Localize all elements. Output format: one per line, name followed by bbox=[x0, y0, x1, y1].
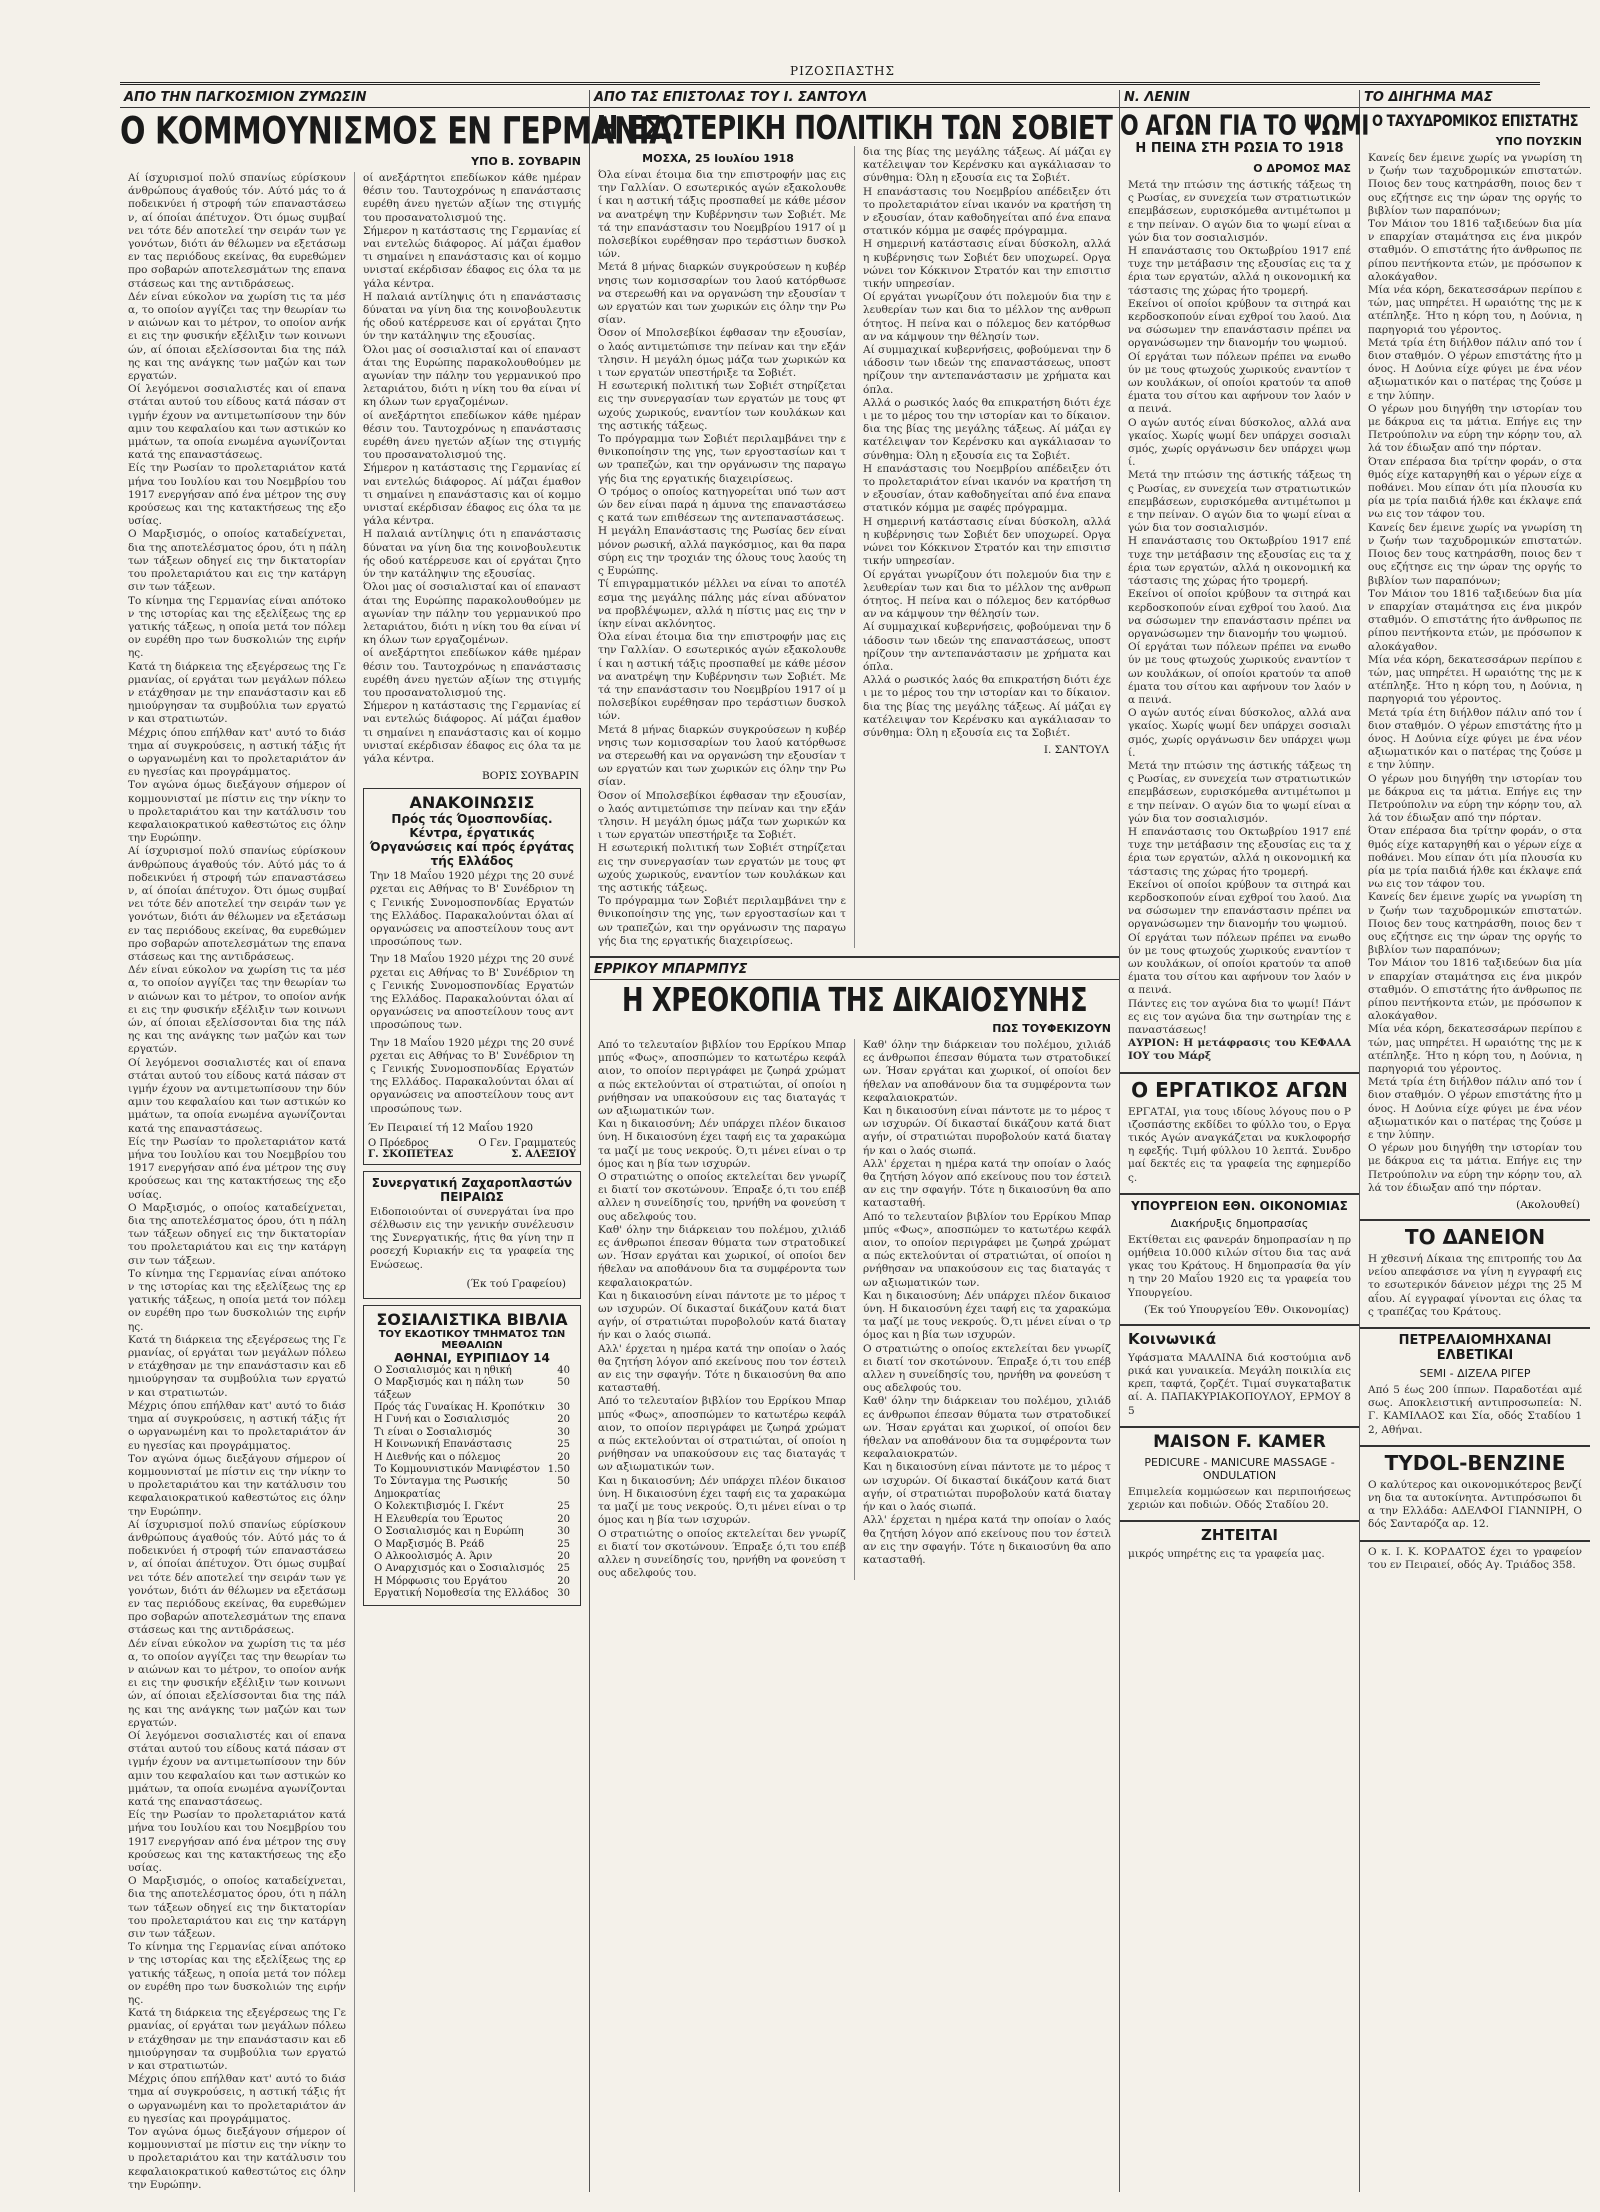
paragraph: Όλοι μας οί σοσιαλισταί και οί επαναστάται της Ευρώπης παρακολουθούμεν με αγωνίαν την πάλην του γερμανικού προλεταριάτου, διότι η νίκη του θα είναι νίκη όλων των εργαζομένων. bbox=[363, 343, 581, 409]
book-title: Ο Σοσιαλισμός και η ηθική bbox=[374, 1364, 512, 1376]
section-divider bbox=[1360, 1445, 1590, 1447]
paragraph: Σήμερον η κατάστασις της Γερμανίας είναι εντελώς διάφορος. Αί μάζαι έμαθον τι σημαίνει η επανάστασις και οί κομμουνισταί εκέρδισαν έδαφος εις όλα τα μεγάλα κέντρα. bbox=[363, 700, 581, 765]
paragraph: Κατά τη διάρκεια της εξεγέρσεως της Γερμανίας, οί εργάται των μεγάλων πόλεων ετάχθησαν με την επανάστασιν και εδημιούργησαν τα συμβούλια των εργατών και στρατιωτών. bbox=[128, 660, 346, 726]
article-left bbox=[590, 146, 855, 948]
coop-title: Συνεργατική Ζαχαροπλαστών ΠΕΙΡΑΙΩΣ bbox=[371, 1175, 573, 1204]
paragraph: Η παλαιά αντίληψις ότι η επανάστασις δύναται να γίνη δια της κοινοβουλευτικής οδού κατέρρευσε και οί εργάται ζητούν την κατάληψιν της εξουσίας. bbox=[363, 528, 581, 581]
social-title: Κοινωνικά bbox=[1128, 1329, 1217, 1348]
paragraph: Όλοι μας οί σοσιαλισταί και οί επαναστάται της Ευρώπης παρακολουθούμεν με αγωνίαν την πάλην του γερμανικού προλεταριάτου, διότι η νίκη του θα είναι νίκη όλων των εργαζομένων. bbox=[363, 581, 581, 647]
section-divider bbox=[1360, 1327, 1590, 1329]
book-price: 20 bbox=[557, 1414, 570, 1426]
paragraph: Είς την Ρωσίαν το προλεταριάτον κατά μήνα του Ιουλίου και του Νοεμβρίου του 1917 ενεργήσαν από ένα μέτρον της συγκρούσεως και της κατακτήσεως της εξουσίας. bbox=[128, 462, 346, 528]
paragraph: Η εσωτερική πολιτική των Σοβιέτ στηρίζεται εις την συνεργασίαν των εργατών με τους φτωχούς χωρικούς, εναντίον των κουλάκων και της αστικής τάξεως. bbox=[598, 380, 846, 432]
book-price: 1.50 bbox=[547, 1464, 570, 1476]
paragraph: Τον αγώνα όμως διεξάγουν σήμερον οί κομμουνισταί με πίστιν εις την νίκην του προλεταριάτου και την κατάλυσιν του κεφαλαιοκρατικού καθεστώτος εις όλην την Ευρώπην. bbox=[128, 1452, 346, 1518]
paragraph: Από το τελευταίον βιβλίον του Ερρίκου Μπαρμπύς «Φως», αποσπώμεν το κατωτέρω κεφάλαιον, το οποίον περιγράφει με ζωηρά χρώματα πώς εκτελούνται οί στρατιώται, οί οποίοι ηρνήθησαν να υπακούσουν εις τας διαταγάς των αξιωματικών των. bbox=[598, 1038, 846, 1117]
book-title: Το Σύνταγμα της Ρωσικής Δημοκρατίας bbox=[374, 1476, 508, 1500]
book-title: Ο Μαρξισμός και η πάλη των τάξεων bbox=[374, 1377, 524, 1401]
article-left bbox=[590, 1039, 855, 1580]
paragraph: Μετά την πτώσιν της άστικής τάξεως της Ρωσίας, εν συνεχεία των στρατιωτικών επεμβάσεων, ευρισκόμεθα αντιμέτωποι με την πείναν. Ο αγών δια το ψωμί είναι αγών δια τον σοσιαλισμόν. bbox=[1128, 759, 1351, 825]
announcement-name1: Γ. ΣΚΟΠΕΤΕΑΣ bbox=[368, 1148, 454, 1160]
kicker: ΕΡΡΙΚΟΥ ΜΠΑΡΜΠΥΣ bbox=[590, 962, 1119, 980]
paragraph: Μέχρις όπου επήλθαν κατ' αυτό το διάστημα αί συγκρούσεις, η αστική τάξις ήτο ωργανωμένη και το προλεταριάτον άνευ ηγεσίας και προγράμματος. bbox=[128, 726, 346, 779]
paragraph: Είς την Ρωσίαν το προλεταριάτον κατά μήνα του Ιουλίου και του Νοεμβρίου του 1917 ενεργήσαν από ένα μέτρον της συγκρούσεως και της κατακτήσεως της εξουσίας. bbox=[128, 1135, 346, 1201]
paragraph: οί ανεξάρτητοι επεδίωκον κάθε ημέραν θέσιν του. Ταυτοχρόνως η επανάστασις ευρέθη άνευ ηγετών αξίων της στιγμής του προσανατολισμού της. bbox=[363, 647, 581, 699]
book-price: 30 bbox=[557, 1588, 570, 1600]
paragraph: Και η δικαιοσύνη; Δέν υπάρχει πλέον δικαιοσύνη. Η δικαιοσύνη έχει ταφή εις τα χαρακώματα μαζί με τους νεκρούς. Ό,τι μένει είναι ο τρόμος και η βία των ισχυρών. bbox=[598, 1474, 846, 1527]
paragraph: Αλλ' έρχεται η ημέρα κατά την οποίαν ο λαός θα ζητήση λόγον από εκείνους που τον έστειλαν εις την σφαγήν. Τότε η δικαιοσύνη θα αποκατασταθή. bbox=[598, 1342, 846, 1395]
maison-title: MAISON F. KAMER bbox=[1153, 1431, 1326, 1452]
section-divider bbox=[1120, 1324, 1359, 1326]
paragraph: Μετά 8 μήνας διαρκών συγκρούσεων η κυβέρνησις των κομισσαρίων του λαού κατόρθωσε να στερεωθή και να οργανώση την εξουσίαν των εργατών και των χωρικών εις όλην την Ρωσίαν. bbox=[598, 261, 846, 327]
paragraph: Η επανάστασις του Νοεμβρίου απέδειξεν ότι το προλεταριάτον είναι ικανόν να κρατήση την εξουσίαν, όταν καθοδηγείται από ένα επαναστατικόν κόμμα με σαφές πρόγραμμα. bbox=[863, 185, 1111, 238]
books-title: ΣΟΣΙΑΛΙΣΤΙΚΑ ΒΙΒΛΙΑ bbox=[376, 1309, 568, 1329]
paragraph: Καθ' όλην την διάρκειαν του πολέμου, χιλιάδες άνθρωποι έπεσαν θύματα των στρατοδικείων. Ήσαν εργάται και χωρικοί, οί οποίοι δεν ήθελαν να αποθάνουν δια τα συμφέροντα των κεφαλαιοκρατών. bbox=[863, 1395, 1111, 1461]
book-title: Η Ελευθερία του Έρωτος bbox=[374, 1513, 503, 1525]
maison-body: Επιμελεία κομμώσεων και περιποιήσεως χεριών και ποδιών. Οδός Σταδίου 20. bbox=[1128, 1485, 1351, 1512]
paragraph: Η σημερινή κατάστασις είναι δύσκολη, αλλά η κυβέρνησις των Σοβιέτ δεν υποχωρεί. Οργανώνει τον Κόκκινον Στρατόν και την επισιτιστικήν υπηρεσίαν. bbox=[863, 238, 1111, 291]
paragraph: Μέχρις όπου επήλθαν κατ' αυτό το διάστημα αί συγκρούσεις, η αστική τάξις ήτο ωργανωμένη και το προλεταριάτον άνευ ηγεσίας και προγράμματος. bbox=[128, 2073, 346, 2125]
paragraph: Αλλ' έρχεται η ημέρα κατά την οποίαν ο λαός θα ζητήση λόγον από εκείνους που τον έστειλαν εις την σφαγήν. Τότε η δικαιοσύνη θα αποκατασταθή. bbox=[863, 1514, 1111, 1566]
paragraph: Μετά την πτώσιν της άστικής τάξεως της Ρωσίας, εν συνεχεία των στρατιωτικών επεμβάσεων, ευρισκόμεθα αντιμέτωποι με την πείναν. Ο αγών δια το ψωμί είναι αγών δια τον σοσιαλισμόν. bbox=[1128, 469, 1351, 535]
petrol-body: Από 5 έως 200 ίππων. Παραδοτέαι αμέσως. Αποκλειστική αντιπροσωπεία: Ν. Γ. ΚΑΜΙΛΑΟΣ και Σία, οδός Σταδίου 12, Αθήναι. bbox=[1368, 1384, 1582, 1436]
paragraph: οί ανεξάρτητοι επεδίωκον κάθε ημέραν θέσιν του. Ταυτοχρόνως η επανάστασις ευρέθη άνευ ηγετών αξίων της στιγμής του προσανατολισμού της. bbox=[363, 409, 581, 462]
paragraph: Αί συμμαχικαί κυβερνήσεις, φοβούμεναι την διάδοσιν των ιδεών της επαναστάσεως, υποστηρίζουν την αντεπανάστασιν με χρήματα και όπλα. bbox=[863, 344, 1111, 396]
paragraph: Όσον οί Μπολσεβίκοι έφθασαν την εξουσίαν, ο λαός αντιμετώπισε την πείναν και την εξάντλησιν. Η μεγάλη όμως μάζα των χωρικών και των εργατών υπεστήριξε τα Σοβιέτ. bbox=[598, 327, 846, 380]
paragraph: Κατά τη διάρκεια της εξεγέρσεως της Γερμανίας, οί εργάται των μεγάλων πόλεων ετάχθησαν με την επανάστασιν και εδημιούργησαν τα συμβούλια των εργατών και στρατιωτών. bbox=[128, 2007, 346, 2073]
book-price: 20 bbox=[557, 1575, 570, 1587]
paragraph: Οί εργάται των πόλεων πρέπει να ενωθούν με τους φτωχούς χωρικούς εναντίον των κουλάκων, οί οποίοι κρατούν τα αποθέματα του σίτου και αφήνουν τον λαόν να πεινά. bbox=[1128, 350, 1351, 416]
paragraph: Ο στρατιώτης ο οποίος εκτελείται δεν γνωρίζει διατί τον σκοτώνουν. Έπραξε ό,τι του επέβαλλεν η συνείδησίς του, ηρνήθη να φονεύση τους αδελφούς του. bbox=[598, 1171, 846, 1223]
kicker: ΑΠΟ ΤΗΝ ΠΑΓΚΟΣΜΙΟΝ ΖΥΜΩΣΙΝ bbox=[120, 90, 589, 108]
paragraph: Το κίνημα της Γερμανίας είναι απότοκον της ιστορίας και της εξελίξεως της εργατικής τάξεως, η οποία μετά τον πόλεμον ευρέθη προ των δυσκολιών της ειρήνης. bbox=[128, 1941, 346, 2007]
wanted-title: ΖΗΤΕΙΤΑΙ bbox=[1201, 1526, 1278, 1545]
paragraph: Και η δικαιοσύνη; Δέν υπάρχει πλέον δικαιοσύνη. Η δικαιοσύνη έχει ταφή εις τα χαρακώματα μαζί με τους νεκρούς. Ό,τι μένει είναι ο τρόμος και η βία των ισχυρών. bbox=[598, 1118, 846, 1170]
ministry-title: ΥΠΟΥΡΓΕΙΟΝ ΕΘΝ. ΟΙΚΟΝΟΜΙΑΣ bbox=[1131, 1198, 1348, 1213]
book-item bbox=[368, 1377, 576, 1402]
books-box bbox=[363, 1305, 581, 1606]
paragraph: Σήμερον η κατάστασις της Γερμανίας είναι εντελώς διάφορος. Αί μάζαι έμαθον τι σημαίνει η επανάστασις και οί κομμουνισταί εκέρδισαν έδαφος εις όλα τα μεγάλα κέντρα. bbox=[363, 462, 581, 528]
book-price: 25 bbox=[557, 1501, 570, 1513]
book-price: 30 bbox=[557, 1526, 570, 1538]
announcement-sig2: Ο Γεν. Γραμματεύς bbox=[478, 1137, 576, 1149]
paragraph: Και η δικαιοσύνη είναι πάντοτε με το μέρος των ισχυρών. Οί δικασταί δικάζουν κατά διαταγήν, οί στρατιώται πυροβολούν κατά διαταγήν και ο λαός σιωπά. bbox=[863, 1461, 1111, 1514]
paragraph: Μία νέα κόρη, δεκατεσσάρων περίπου ετών, μας υπηρέτει. Η ωραιότης της με κατέπληξε. Ήτο η κόρη του, η Δούνια, η παρηγοριά του γέροντος. bbox=[1368, 653, 1582, 706]
paragraph: Οί εργάται των πόλεων πρέπει να ενωθούν με τους φτωχούς χωρικούς εναντίον των κουλάκων, οί οποίοι κρατούν τα αποθέματα του σίτου και αφήνουν τον λαόν να πεινά. bbox=[1128, 931, 1351, 997]
paragraph: Δέν είναι εύκολον να χωρίση τις τα μέσα, το οποίον αγγίζει τας την θεωρίαν των αιώνων και το μέτρον, το οποίον ανήκει εις την φυσικήν εξέλιξιν των κοινωνιών, αί όποιαι εξελίσσονται δια της πάλης και της ανάγκης των μαζών και των εργατών. bbox=[128, 1637, 346, 1729]
signature: Ι. ΣΑΝΤΟΥΛ bbox=[1043, 744, 1109, 757]
paragraph: Η σημερινή κατάστασις είναι δύσκολη, αλλά η κυβέρνησις των Σοβιέτ δεν υποχωρεί. Οργανώνει τον Κόκκινον Στρατόν και την επισιτιστικήν υπηρεσίαν. bbox=[863, 515, 1111, 568]
book-item bbox=[368, 1576, 576, 1588]
books-list bbox=[368, 1365, 576, 1601]
paragraph: Η επανάστασις του Οκτωβρίου 1917 επέτυχε την μετάβασιν της εξουσίας εις τα χέρια των εργατών, αλλά η οικονομική κατάστασις της χώρας ήτο τρομερή. bbox=[1128, 535, 1351, 588]
coop-sig: (Έκ τού Γραφείου) bbox=[466, 1277, 566, 1290]
paragraph: Και η δικαιοσύνη είναι πάντοτε με το μέρος των ισχυρών. Οί δικασταί δικάζουν κατά διαταγήν, οί στρατιώται πυροβολούν κατά διαταγήν και ο λαός σιωπά. bbox=[863, 1105, 1111, 1157]
dateline: ΜΟΣΧΑ, 25 Ιουλίου 1918 bbox=[642, 152, 794, 165]
book-item bbox=[368, 1588, 576, 1600]
book-item bbox=[368, 1539, 576, 1551]
paragraph: Όταν επέρασα δια τρίτην φοράν, ο σταθμός είχε καταργηθή και ο γέρων είχε αποθάνει. Μου είπαν ότι μία πλουσία κυρία με τρία παιδιά ήλθε και έκλαψε επάνω εις τον τάφον του. bbox=[1368, 455, 1582, 521]
loan-body: Η χθεσινή Δίκαια της επιτροπής του Δανείου απεφάσισε να γίνη η εγγραφή εις το εσωτερικόν δάνειον μέχρι της 25 Μαΐου. Αί εγγραφαί γίνονται εις όλας τας τραπέζας του Κράτους. bbox=[1368, 1253, 1582, 1318]
paragraph: Από το τελευταίον βιβλίον του Ερρίκου Μπαρμπύς «Φως», αποσπώμεν το κατωτέρω κεφάλαιον, το οποίον περιγράφει με ζωηρά χρώματα πώς εκτελούνται οί στρατιώται, οί οποίοι ηρνήθησαν να υπακούσουν εις τας διαταγάς των αξιωματικών των. bbox=[598, 1395, 846, 1474]
book-price: 50 bbox=[557, 1476, 570, 1488]
book-title: Το Κομμουνιστικόν Μανιφέστον bbox=[374, 1464, 540, 1476]
byline: ΥΠΟ Β. ΣΟΥΒΑΡΙΝ bbox=[471, 155, 581, 168]
paragraph: Όλα είναι έτοιμα δια την επιστροφήν μας εις την Γαλλίαν. Ο εσωτερικός αγών εξακολουθεί και η αστική τάξις προσπαθεί με κάθε μέσον να ανατρέψη την Κυβέρνησιν των Σοβιέτ. Μετά την επανάστασιν του Νοεμβρίου 1917 οί μπολσεβίκοι ευρέθησαν προ τεράστιων δυσκολιών. bbox=[598, 631, 846, 723]
paragraph: Η παλαιά αντίληψις ότι η επανάστασις δύναται να γίνη δια της κοινοβουλευτικής οδού κατέρρευσε και οί εργάται ζητούν την κατάληψιν της εξουσίας. bbox=[363, 290, 581, 343]
paragraph: Τί επιγραμματικόν μέλλει να είναι το αποτέλεσμα της μεγάλης πάλης μάς είναι αδύνατον να προβλέψωμεν, αλλά η πίστις μας εις την νίκην είναι ακλόνητος. bbox=[598, 578, 846, 630]
paragraph: Ο αγών αυτός είναι δύσκολος, αλλά αναγκαίος. Χωρίς ψωμί δεν υπάρχει σοσιαλισμός, χωρίς οργάνωσιν δεν υπάρχει ψωμί. bbox=[1128, 416, 1351, 469]
paragraph: Πάντες εις τον αγώνα δια το ψωμί! Πάντες εις τον αγώνα δια την σωτηρίαν της επαναστάσεως! bbox=[1128, 997, 1351, 1036]
paragraph: Μέχρις όπου επήλθαν κατ' αυτό το διάστημα αί συγκρούσεις, η αστική τάξις ήτο ωργανωμένη και το προλεταριάτον άνευ ηγεσίας και προγράμματος. bbox=[128, 1399, 346, 1452]
book-item bbox=[368, 1439, 576, 1451]
book-title: Η Μόρφωσις του Εργάτου bbox=[374, 1575, 508, 1587]
paragraph: Αί ίσχυρισμοί πολύ σπανίως εύρίσκουν άνθρώπους άγαθούς τόν. Αύτό μάς το άποδεικνύει ή στροφή τών επαναστάσεων, αί όποίαι άπέτυχον. Ότι όμως συμβαίνει τότε δέν αποτελεί την σειράν των γεγονότων, διότι άν θέλωμεν να εξετάσωμεν τας περιόδους εκείνας, θα ευρεθώμεν προ σοβαρών αποτελεσμάτων της επαναστάσεως και της αντιδράσεως. bbox=[128, 172, 346, 290]
paragraph: Ο γέρων μου διηγήθη την ιστορίαν του με δάκρυα εις τα μάτια. Επήγε εις την Πετρούπολιν να εύρη την κόρην του, αλλά τον έδιωξαν από την πόρταν. bbox=[1368, 772, 1582, 825]
paragraph: Ο Μαρξισμός, ο οποίος καταδείχνεται, δια της αποτελέσματος όρου, ότι η πάλη των τάξεων οδηγεί εις την δικτατορίαν του προλεταριάτου και εις την κατάργησιν των τάξεων. bbox=[128, 528, 346, 594]
paragraph: Η επανάστασις του Οκτωβρίου 1917 επέτυχε την μετάβασιν της εξουσίας εις τα χέρια των εργατών, αλλά η οικονομική κατάστασις της χώρας ήτο τρομερή. bbox=[1128, 825, 1351, 878]
paragraph: Ο Μαρξισμός, ο οποίος καταδείχνεται, δια της αποτελέσματος όρου, ότι η πάλη των τάξεων οδηγεί εις την δικτατορίαν του προλεταριάτου και εις την κατάργησιν των τάξεων. bbox=[128, 1201, 346, 1267]
paragraph: Τον Μάιον του 1816 ταξιδεύων δια μίαν επαρχίαν σταμάτησα εις ένα μικρόν σταθμόν. Ο επιστάτης ήτο άνθρωπος περίπου πεντήκοντα ετών, με πρόσωπον καλοκάγαθον. bbox=[1368, 218, 1582, 283]
book-price: 30 bbox=[557, 1426, 570, 1438]
book-item bbox=[368, 1402, 576, 1414]
paragraph: Εκείνοι οί οποίοι κρύβουν τα σιτηρά και κερδοσκοπούν είναι εχθροί του λαού. Δια να σώσωμεν την επανάστασιν πρέπει να οργανώσωμεν την διανομήν του ψωμιού. bbox=[1128, 588, 1351, 640]
paragraph: Τον Μάιον του 1816 ταξιδεύων δια μίαν επαρχίαν σταμάτησα εις ένα μικρόν σταθμόν. Ο επιστάτης ήτο άνθρωπος περίπου πεντήκοντα ετών, με πρόσωπον καλοκάγαθον. bbox=[1368, 957, 1582, 1023]
kicker: Ν. ΛΕΝΙΝ bbox=[1120, 90, 1359, 108]
paragraph: Και η δικαιοσύνη είναι πάντοτε με το μέρος των ισχυρών. Οί δικασταί δικάζουν κατά διαταγήν, οί στρατιώται πυροβολούν κατά διαταγήν και ο λαός σιωπά. bbox=[598, 1289, 846, 1342]
paragraph: Ο τρόμος ο οποίος κατηγορείται υπό των αστών δεν είναι παρά η άμυνα της επαναστάσεως κατά των επιθέσεων της αντεπαναστάσεως. bbox=[598, 485, 846, 525]
coop-box bbox=[363, 1171, 581, 1299]
book-price: 20 bbox=[557, 1513, 570, 1525]
paragraph: Τον Μάιον του 1816 ταξιδεύων δια μίαν επαρχίαν σταμάτησα εις ένα μικρόν σταθμόν. Ο επιστάτης ήτο άνθρωπος περίπου πεντήκοντα ετών, με πρόσωπον καλοκάγαθον. bbox=[1368, 587, 1582, 653]
paragraph: Ο στρατιώτης ο οποίος εκτελείται δεν γνωρίζει διατί τον σκοτώνουν. Έπραξε ό,τι του επέβαλλεν η συνείδησίς του, ηρνήθη να φονεύση τους αδελφούς του. bbox=[863, 1342, 1111, 1395]
tydol-title: TYDOL-BENZINE bbox=[1384, 1450, 1566, 1475]
announcement-sub: Πρός τάς Όμοσπονδίας. Κέντρα, έργατικάς Όργανώσεις καί πρός έργάτας τής Ελλάδος bbox=[369, 812, 575, 869]
book-title: Πρός τάς Γυναίκας Η. Κροπότκιν bbox=[374, 1402, 545, 1414]
book-price: 50 bbox=[557, 1377, 570, 1389]
announcement-box bbox=[363, 788, 581, 1165]
paragraph: Εκείνοι οί οποίοι κρύβουν τα σιτηρά και κερδοσκοπούν είναι εχθροί του λαού. Δια να σώσωμεν την επανάστασιν πρέπει να οργανώσωμεν την διανομήν του ψωμιού. bbox=[1128, 297, 1351, 350]
ministry-body: Εκτίθεται εις φανεράν δημοπρασίαν η προμήθεια 10.000 κιλών σίτου δια τας ανάγκας του Κράτους. Η δημοπρασία θα γίνη την 20 Μαΐου 1920 εις τα γραφεία του Υπουργείου. bbox=[1128, 1233, 1351, 1299]
paragraph: Μετά τρία έτη διήλθον πάλιν από τον ίδιον σταθμόν. Ο γέρων επιστάτης ήτο μόνος. Η Δούνια είχε φύγει με ένα νέον αξιωματικόν και ο πατέρας της ζούσε με την λύπην. bbox=[1368, 1076, 1582, 1142]
announcement-body: Την 18 Μαΐου 1920 μέχρι της 20 συνέρχεται εις Αθήνας το Β' Συνέδριον της Γενικής Συνομοσπονδίας Εργατών της Ελλάδος. Παρακαλούνται όλαι αί οργανώσεις να αποστείλουν τους αντιπροσώπους των. bbox=[370, 870, 574, 949]
paragraph: Μετά 8 μήνας διαρκών συγκρούσεων η κυβέρνησις των κομισσαρίων του λαού κατόρθωσε να στερεωθή και να οργανώση την εξουσίαν των εργατών και των χωρικών εις όλην την Ρωσίαν. bbox=[598, 723, 846, 789]
book-price: 40 bbox=[557, 1364, 570, 1376]
paragraph: Το κίνημα της Γερμανίας είναι απότοκον της ιστορίας και της εξελίξεως της εργατικής τάξεως, η οποία μετά τον πόλεμον ευρέθη προ των δυσκολιών της ειρήνης. bbox=[128, 1267, 346, 1333]
announcement-title: ΑΝΑΚΟΙΝΩΣΙΣ bbox=[409, 793, 535, 813]
book-title: Ο Μαρξισμός Β. Ρεάδ bbox=[374, 1538, 485, 1550]
byline: ΥΠΟ ΠΟΥΣΚΙΝ bbox=[1495, 135, 1582, 148]
maison-sub: PEDICURE - MANICURE MASSAGE - ONDULATION bbox=[1144, 1455, 1335, 1482]
social-body: Υφάσματα ΜΑΛΛΙΝΑ διά κοστούμια ανδρικά και γυναικεία. Μεγάλη ποικιλία εις κρεπ, ταφτά, ζορζέτ. Τιμαί συγκαταβατικαί. Α. ΠΑΠΑΚΥΡΙΑΚΟΠΟΥΛΟΥ, ΕΡΜΟΥ 85 bbox=[1128, 1351, 1351, 1417]
paragraph: Μία νέα κόρη, δεκατεσσάρων περίπου ετών, μας υπηρέτει. Η ωραιότης της με κατέπληξε. Ήτο η κόρη του, η Δούνια, η παρηγοριά του γέροντος. bbox=[1368, 1023, 1582, 1076]
paragraph: Οί εργάται των πόλεων πρέπει να ενωθούν με τους φτωχούς χωρικούς εναντίον των κουλάκων, οί οποίοι κρατούν τα αποθέματα του σίτου και αφήνουν τον λαόν να πεινά. bbox=[1128, 641, 1351, 706]
paragraph: Αλλά ο ρωσικός λαός θα επικρατήση διότι έχει με το μέρος του την ιστορίαν και το δίκαιον. bbox=[863, 674, 1111, 700]
paragraph: Κατά τη διάρκεια της εξεγέρσεως της Γερμανίας, οί εργάται των μεγάλων πόλεων ετάχθησαν με την επανάστασιν και εδημιούργησαν τα συμβούλια των εργατών και στρατιωτών. bbox=[128, 1333, 346, 1399]
announcement-place: Έν Πειραιεί τή 12 Μαΐου 1920 bbox=[368, 1121, 534, 1134]
paragraph: Μία νέα κόρη, δεκατεσσάρων περίπου ετών, μας υπηρέτει. Η ωραιότης της με κατέπληξε. Ήτο η κόρη του, η Δούνια, η παρηγοριά του γέροντος. bbox=[1368, 284, 1582, 336]
paragraph: Ο γέρων μου διηγήθη την ιστορίαν του με δάκρυα εις τα μάτια. Επήγε εις την Πετρούπολιν να εύρη την κόρην του, αλλά τον έδιωξαν από την πόρταν. bbox=[1368, 1142, 1582, 1194]
section-divider bbox=[1120, 1520, 1359, 1522]
section-divider bbox=[1120, 1193, 1359, 1195]
column-4 bbox=[1360, 90, 1590, 2192]
book-item bbox=[368, 1526, 576, 1538]
paragraph: Ο αγών αυτός είναι δύσκολος, αλλά αναγκαίος. Χωρίς ψωμί δεν υπάρχει σοσιαλισμός, χωρίς οργάνωσιν δεν υπάρχει ψωμί. bbox=[1128, 707, 1351, 759]
petrol-sub: SEMI - ΔΙΖΕΛΑ ΡΙΓΕΡ bbox=[1419, 1367, 1531, 1381]
book-item bbox=[368, 1452, 576, 1464]
kicker: ΤΟ ΔΙΗΓΗΜΑ ΜΑΣ bbox=[1360, 90, 1590, 108]
paragraph: Οί εργάται γνωρίζουν ότι πολεμούν δια την ελευθερίαν των και δια το μέλλον της ανθρωπότητος. Η πείνα και ο πόλεμος δεν κατόρθωσαν να κάμψουν την θέλησίν των. bbox=[863, 568, 1111, 621]
paragraph: Το κίνημα της Γερμανίας είναι απότοκον της ιστορίας και της εξελίξεως της εργατικής τάξεως, η οποία μετά τον πόλεμον ευρέθη προ των δυσκολιών της ειρήνης. bbox=[128, 594, 346, 660]
paragraph: Το πρόγραμμα των Σοβιέτ περιλαμβάνει την εθνικοποίησιν της γης, των εργοστασίων και των τραπεζών, και την οργάνωσιν της παραγωγής δια της εργατικής διαχειρίσεως. bbox=[598, 895, 846, 947]
paragraph: Δέν είναι εύκολον να χωρίση τις τα μέσα, το οποίον αγγίζει τας την θεωρίαν των αιώνων και το μέτρον, το οποίον ανήκει εις την φυσικήν εξέλιξιν των κοινωνιών, αί όποιαι εξελίσσονται δια της πάλης και της ανάγκης των μαζών και των εργατών. bbox=[128, 290, 346, 383]
paragraph: Όσον οί Μπολσεβίκοι έφθασαν την εξουσίαν, ο λαός αντιμετώπισε την πείναν και την εξάντλησιν. Η μεγάλη όμως μάζα των χωρικών και των εργατών υπεστήριξε τα Σοβιέτ. bbox=[598, 789, 846, 842]
paragraph: Οί εργάται γνωρίζουν ότι πολεμούν δια την ελευθερίαν των και δια το μέλλον της ανθρωπότητος. Η πείνα και ο πόλεμος δεν κατόρθωσαν να κάμψουν την θέλησίν των. bbox=[863, 291, 1111, 343]
paragraph: Τον αγώνα όμως διεξάγουν σήμερον οί κομμουνισταί με πίστιν εις την νίκην του προλεταριάτου και την κατάλυσιν του κεφαλαιοκρατικού καθεστώτος εις όλην την Ευρώπην. bbox=[128, 2126, 346, 2191]
paragraph: Αλλά ο ρωσικός λαός θα επικρατήση διότι έχει με το μέρος του την ιστορίαν και το δίκαιον. bbox=[863, 396, 1111, 423]
books-sub: ΤΟΥ ΕΚΔΟΤΙΚΟΥ ΤΜΗΜΑΤΟΣ ΤΩΝ ΜΕΘΑΛΙΩΝ bbox=[378, 1328, 566, 1351]
book-price: 25 bbox=[557, 1439, 570, 1451]
book-price: 20 bbox=[557, 1550, 570, 1562]
article-left bbox=[120, 172, 355, 2192]
loan-title: ΤΟ ΔΑΝΕΙΟΝ bbox=[1404, 1225, 1546, 1250]
paragraph: Κανείς δεν έμεινε χωρίς να γνωρίση την ζωήν των ταχυδρομικών επιστατών. Ποιος δεν τους κατηράσθη, ποιος δεν τους εζήτησε εις την ώραν της οργής το βιβλίον των παραπόνων; bbox=[1368, 152, 1582, 217]
headline: Ο ΤΑΧΥΔΡΟΜΙΚΟΣ ΕΠΙΣΤΑΤΗΣ bbox=[1372, 112, 1578, 131]
paragraph: Όλα είναι έτοιμα δια την επιστροφήν μας εις την Γαλλίαν. Ο εσωτερικός αγών εξακολουθεί και η αστική τάξις προσπαθεί με κάθε μέσον να ανατρέψη την Κυβέρνησιν των Σοβιέτ. Μετά την επανάστασιν του Νοεμβρίου 1917 οί μπολσεβίκοι ευρέθησαν προ τεράστιων δυσκολιών. bbox=[598, 169, 846, 261]
paragraph: Ο γέρων μου διηγήθη την ιστορίαν του με δάκρυα εις τα μάτια. Επήγε εις την Πετρούπολιν να εύρη την κόρην του, αλλά τον έδιωξαν από την πόρταν. bbox=[1368, 402, 1582, 455]
paragraph: Μετά τρία έτη διήλθον πάλιν από τον ίδιον σταθμόν. Ο γέρων επιστάτης ήτο μόνος. Η Δούνια είχε φύγει με ένα νέον αξιωματικόν και ο πατέρας της ζούσε με την λύπην. bbox=[1368, 706, 1582, 772]
headline: Η ΕΣΩΤΕΡΙΚΗ ΠΟΛΙΤΙΚΗ ΤΩΝ ΣΟΒΙΕΤ bbox=[596, 110, 1113, 148]
paragraph: Η εσωτερική πολιτική των Σοβιέτ στηρίζεται εις την συνεργασίαν των εργατών με τους φτωχούς χωρικούς, εναντίον των κουλάκων και της αστικής τάξεως. bbox=[598, 842, 846, 894]
book-price: 25 bbox=[557, 1538, 570, 1550]
paragraph: Σήμερον η κατάστασις της Γερμανίας είναι εντελώς διάφορος. Αί μάζαι έμαθον τι σημαίνει η επανάστασις και οί κομμουνισταί εκέρδισαν έδαφος εις όλα τα μεγάλα κέντρα. bbox=[363, 224, 581, 290]
signature: ΒΟΡΙΣ ΣΟΥΒΑΡΙΝ bbox=[482, 770, 579, 783]
column-3 bbox=[1120, 90, 1369, 2192]
masthead-rule bbox=[120, 62, 1540, 85]
tydol-body: Ο καλύτερος και οικονομικότερος βενζίνη δια τα αυτοκίνητα. Αντιπρόσωποι δια την Ελλάδα: ΑΔΕΛΦΟΙ ΓΙΑΝΝΙΡΗ, Οδός Σανταρόζα αρ. 12. bbox=[1368, 1478, 1582, 1531]
book-title: Ο Κολεκτιβισμός Ι. Γκέντ bbox=[374, 1501, 505, 1513]
paragraph: Όταν επέρασα δια τρίτην φοράν, ο σταθμός είχε καταργηθή και ο γέρων είχε αποθάνει. Μου είπαν ότι μία πλουσία κυρία με τρία παιδιά ήλθε και έκλαψε επάνω εις τον τάφον του. bbox=[1368, 825, 1582, 891]
book-title: Τι είναι ο Σοσιαλισμός bbox=[374, 1426, 492, 1438]
paragraph: Ο Μαρξισμός, ο οποίος καταδείχνεται, δια της αποτελέσματος όρου, ότι η πάλη των τάξεων οδηγεί εις την δικτατορίαν του προλεταριάτου και εις την κατάργησιν των τάξεων. bbox=[128, 1875, 346, 1941]
book-price: 30 bbox=[557, 1402, 570, 1414]
headline: Ο ΚΟΜΜΟΥΝΙΣΜΟΣ ΕΝ ΓΕΡΜΑΝΙΑ bbox=[120, 109, 672, 154]
paragraph: δια της βίας της μεγάλης τάξεως. Αί μάζαι εγκατέλειψαν τον Κερένσκυ και αγκάλιασαν το σύνθημα: Όλη η εξουσία εις τα Σοβιέτ. bbox=[863, 146, 1111, 185]
kicker: ΑΠΟ ΤΑΣ ΕΠΙΣΤΟΛΑΣ ΤΟΥ Ι. ΣΑΝΤΟΥΛ bbox=[590, 90, 1119, 108]
paragraph: Το πρόγραμμα των Σοβιέτ περιλαμβάνει την εθνικοποίησιν της γης, των εργοστασίων και των τραπεζών, και την οργάνωσιν της παραγωγής δια της εργατικής διαχειρίσεως. bbox=[598, 433, 846, 485]
paragraph: Καθ' όλην την διάρκειαν του πολέμου, χιλιάδες άνθρωποι έπεσαν θύματα των στρατοδικείων. Ήσαν εργάται και χωρικοί, οί οποίοι δεν ήθελαν να αποθάνουν δια τα συμφέροντα των κεφαλαιοκρατών. bbox=[863, 1038, 1111, 1104]
paragraph: Αί συμμαχικαί κυβερνήσεις, φοβούμεναι την διάδοσιν των ιδεών της επαναστάσεως, υποστηρίζουν την αντεπανάστασιν με χρήματα και όπλα. bbox=[863, 621, 1111, 673]
book-title: Ο Αλκοολισμός Α. Άριν bbox=[374, 1550, 493, 1562]
section-divider bbox=[1360, 1219, 1590, 1221]
paragraph: Δέν είναι εύκολον να χωρίση τις τα μέσα, το οποίον αγγίζει τας την θεωρίαν των αιώνων και το μέτρον, το οποίον ανήκει εις την φυσικήν εξέλιξιν των κοινωνιών, αί όποιαι εξελίσσονται δια της πάλης και της ανάγκης των μαζών και των εργατών. bbox=[128, 964, 346, 1056]
paragraph: Οί λεγόμενοι σοσιαλιστές και οί επαναστάται αυτού του είδους κατά πάσαν στιγμήν έχουν να αντιμετωπίσουν την δύναμιν του κεφαλαίου και των αστικών κομμάτων, τα οποία ενωμένα αγωνίζονται κατά της επαναστάσεως. bbox=[128, 383, 346, 462]
book-title: Η Διεθνής και ο πόλεμος bbox=[374, 1451, 501, 1463]
book-item bbox=[368, 1514, 576, 1526]
announcement-sig1: Ο Πρόεδρος bbox=[368, 1137, 429, 1149]
book-item bbox=[368, 1501, 576, 1513]
byline: ΠΩΣ ΤΟΥΦΕΚΙΖΟΥΝ bbox=[992, 1021, 1111, 1035]
paragraph: Αί ίσχυρισμοί πολύ σπανίως εύρίσκουν άνθρώπους άγαθούς τόν. Αύτό μάς το άποδεικνύει ή στροφή τών επαναστάσεων, αί όποίαι άπέτυχον. Ότι όμως συμβαίνει τότε δέν αποτελεί την σειράν των γεγονότων, διότι άν θέλωμεν να εξετάσωμεν τας περιόδους εκείνας, θα ευρεθώμεν προ σοβαρών αποτελεσμάτων της επαναστάσεως και της αντιδράσεως. bbox=[128, 845, 346, 963]
paragraph: Καθ' όλην την διάρκειαν του πολέμου, χιλιάδες άνθρωποι έπεσαν θύματα των στρατοδικείων. Ήσαν εργάται και χωρικοί, οί οποίοι δεν ήθελαν να αποθάνουν δια τα συμφέροντα των κεφαλαιοκρατών. bbox=[598, 1223, 846, 1289]
paragraph: Μετά την πτώσιν της άστικής τάξεως της Ρωσίας, εν συνεχεία των στρατιωτικών επεμβάσεων, ευρισκόμεθα αντιμέτωποι με την πείναν. Ο αγών δια το ψωμί είναι αγών δια τον σοσιαλισμόν. bbox=[1128, 179, 1351, 244]
headline: Ο ΑΓΩΝ ΓΙΑ ΤΟ ΨΩΜΙ bbox=[1120, 110, 1369, 143]
article-right bbox=[355, 172, 589, 2192]
book-item bbox=[368, 1414, 576, 1426]
paragraph: Εκείνοι οί οποίοι κρύβουν τα σιτηρά και κερδοσκοπούν είναι εχθροί του λαού. Δια να σώσωμεν την επανάστασιν πρέπει να οργανώσωμεν την διανομήν του ψωμιού. bbox=[1128, 878, 1351, 931]
signature: (Ακολουθεί) bbox=[1516, 1199, 1580, 1212]
book-item bbox=[368, 1365, 576, 1377]
article-right bbox=[855, 1039, 1119, 1580]
paragraph: Κανείς δεν έμεινε χωρίς να γνωρίση την ζωήν των ταχυδρομικών επιστατών. Ποιος δεν τους κατηράσθη, ποιος δεν τους εζήτησε εις την ώραν της οργής το βιβλίον των παραπόνων; bbox=[1368, 521, 1582, 587]
note: ΑΥΡΙΟΝ: Η μετάφρασις του ΚΕΦΑΛΑΙΟΥ του Μάρξ bbox=[1128, 1037, 1351, 1063]
ministry-sub: Διακήρυξις δημοπρασίας bbox=[1170, 1216, 1309, 1230]
books-address: ΑΘΗΝΑΙ, ΕΥΡΙΠΙΔΟΥ 14 bbox=[394, 1350, 550, 1365]
paragraph: Τον αγώνα όμως διεξάγουν σήμερον οί κομμουνισταί με πίστιν εις την νίκην του προλεταριάτου και την κατάλυσιν του κεφαλαιοκρατικού καθεστώτος εις όλην την Ευρώπην. bbox=[128, 779, 346, 845]
section-divider bbox=[590, 956, 1119, 958]
book-title: Η Κοινωνική Επανάστασις bbox=[374, 1439, 512, 1451]
book-price: 25 bbox=[557, 1563, 570, 1575]
petrol-title: ΠΕΤΡΕΛΑΙΟΜΗΧΑΝΑΙ ΕΛΒΕΤΙΚΑΙ bbox=[1398, 1333, 1552, 1364]
paragraph: δια της βίας της μεγάλης τάξεως. Αί μάζαι εγκατέλειψαν τον Κερένσκυ και αγκάλιασαν το σύνθημα: Όλη η εξουσία εις τα Σοβιέτ. bbox=[863, 700, 1111, 739]
paragraph: Αλλ' έρχεται η ημέρα κατά την οποίαν ο λαός θα ζητήση λόγον από εκείνους που τον έστειλαν εις την σφαγήν. Τότε η δικαιοσύνη θα αποκατασταθή. bbox=[863, 1157, 1111, 1210]
paragraph: Οί λεγόμενοι σοσιαλιστές και οί επαναστάται αυτού του είδους κατά πάσαν στιγμήν έχουν να αντιμετωπίσουν την δύναμιν του κεφαλαίου και των αστικών κομμάτων, τα οποία ενωμένα αγωνίζονται κατά της επαναστάσεως. bbox=[128, 1056, 346, 1135]
coop-body: Ειδοποιούνται οί συνεργάται ίνα προσέλθωσιν εις την γενικήν συνέλευσιν της Συνεργατικής, ήτις θα γίνη την προσεχή Κυριακήν εις τα γραφεία της Ενώσεως. bbox=[370, 1205, 574, 1271]
paragraph: Κανείς δεν έμεινε χωρίς να γνωρίση την ζωήν των ταχυδρομικών επιστατών. Ποιος δεν τους κατηράσθη, ποιος δεν τους εζήτησε εις την ώραν της οργής το βιβλίον των παραπόνων; bbox=[1368, 891, 1582, 957]
section-divider bbox=[1360, 1540, 1590, 1542]
announcement-body: Την 18 Μαΐου 1920 μέχρι της 20 συνέρχεται εις Αθήνας το Β' Συνέδριον της Γενικής Συνομοσπονδίας Εργατών της Ελλάδος. Παρακαλούνται όλαι αί οργανώσεις να αποστείλουν τους αντιπροσώπους των. bbox=[370, 1036, 574, 1115]
book-item bbox=[368, 1427, 576, 1439]
paragraph: Αί ίσχυρισμοί πολύ σπανίως εύρίσκουν άνθρώπους άγαθούς τόν. Αύτό μάς το άποδεικνύει ή στροφή τών επαναστάσεων, αί όποίαι άπέτυχον. Ότι όμως συμβαίνει τότε δέν αποτελεί την σειράν των γεγονότων, διότι άν θέλωμεν να εξετάσωμεν τας περιόδους εκείνας, θα ευρεθώμεν προ σοβαρών αποτελεσμάτων της επαναστάσεως και της αντιδράσεως. bbox=[128, 1518, 346, 1637]
section-divider bbox=[1120, 1072, 1359, 1074]
book-title: Εργατική Νομοθεσία της Ελλάδος bbox=[374, 1588, 549, 1600]
book-item bbox=[368, 1464, 576, 1476]
paragraph: Η μεγάλη Επανάστασις της Ρωσίας δεν είναι μόνον ρωσική, αλλά παγκόσμιος, και θα παρασύρη εις την τροχιάν της όλους τους λαούς της Ευρώπης. bbox=[598, 525, 846, 578]
book-title: Ο Σοσιαλισμός και η Ευρώπη bbox=[374, 1526, 524, 1538]
announcement-name2: Σ. ΑΛΕΞΙΟΥ bbox=[511, 1148, 576, 1160]
paragraph: Οί λεγόμενοι σοσιαλιστές και οί επαναστάται αυτού του είδους κατά πάσαν στιγμήν έχουν να αντιμετωπίσουν την δύναμιν του κεφαλαίου και των αστικών κομμάτων, τα οποία ενωμένα αγωνίζονται κατά της επαναστάσεως. bbox=[128, 1729, 346, 1808]
announcement-body: Την 18 Μαΐου 1920 μέχρι της 20 συνέρχεται εις Αθήνας το Β' Συνέδριον της Γενικής Συνομοσπονδίας Εργατών της Ελλάδος. Παρακαλούνται όλαι αί οργανώσεις να αποστείλουν τους αντιπροσώπους των. bbox=[370, 953, 574, 1032]
wanted-body: μικρός υπηρέτης εις τα γραφεία μας. bbox=[1128, 1548, 1325, 1561]
paragraph: Και η δικαιοσύνη; Δέν υπάρχει πλέον δικαιοσύνη. Η δικαιοσύνη έχει ταφή εις τα χαρακώματα μαζί με τους νεκρούς. Ό,τι μένει είναι ο τρόμος και η βία των ισχυρών. bbox=[863, 1289, 1111, 1342]
paragraph: Ο στρατιώτης ο οποίος εκτελείται δεν γνωρίζει διατί τον σκοτώνουν. Έπραξε ό,τι του επέβαλλεν η συνείδησίς του, ηρνήθη να φονεύση τους αδελφούς του. bbox=[598, 1527, 846, 1580]
paragraph: Από το τελευταίον βιβλίον του Ερρίκου Μπαρμπύς «Φως», αποσπώμεν το κατωτέρω κεφάλαιον, το οποίον περιγράφει με ζωηρά χρώματα πώς εκτελούνται οί στρατιώται, οί οποίοι ηρνήθησαν να υπακούσουν εις τας διαταγάς των αξιωματικών των. bbox=[863, 1210, 1111, 1289]
paragraph: Η επανάστασις του Νοεμβρίου απέδειξεν ότι το προλεταριάτον είναι ικανόν να κρατήση την εξουσίαν, όταν καθοδηγείται από ένα επαναστατικόν κόμμα με σαφές πρόγραμμα. bbox=[863, 462, 1111, 515]
paper-title: ΡΙΖΟΣΠΑΣΤΗΣ bbox=[790, 64, 896, 78]
subhead: Η ΠΕΙΝΑ ΣΤΗ ΡΩΣΙΑ ΤΟ 1918 bbox=[1135, 141, 1344, 156]
book-title: Ο Αναρχισμός και ο Σοσιαλισμός bbox=[374, 1563, 545, 1575]
paragraph: Μετά τρία έτη διήλθον πάλιν από τον ίδιον σταθμόν. Ο γέρων επιστάτης ήτο μόνος. Η Δούνια είχε φύγει με ένα νέον αξιωματικόν και ο πατέρας της ζούσε με την λύπην. bbox=[1368, 336, 1582, 402]
book-price: 20 bbox=[557, 1451, 570, 1463]
ministry-sig: (Έκ τού Υπουργείου Έθν. Οικονομίας) bbox=[1143, 1303, 1349, 1316]
article-right bbox=[855, 146, 1119, 948]
book-item bbox=[368, 1476, 576, 1501]
headline: Η ΧΡΕΟΚΟΠΙΑ ΤΗΣ ΔΙΚΑΙΟΣΥΝΗΣ bbox=[621, 982, 1088, 1020]
book-title: Η Γυνή και ο Σοσιαλισμός bbox=[374, 1414, 510, 1426]
paragraph: Είς την Ρωσίαν το προλεταριάτον κατά μήνα του Ιουλίου και του Νοεμβρίου του 1917 ενεργήσαν από ένα μέτρον της συγκρούσεως και της κατακτήσεως της εξουσίας. bbox=[128, 1809, 346, 1874]
byline: Ο ΔΡΟΜΟΣ ΜΑΣ bbox=[1253, 162, 1351, 175]
lawyer-body: Ο κ. Ι. Κ. ΚΟΡΔΑΤΟΣ έχει το γραφείον του εν Πειραιεί, οδός Αγ. Τριάδος 358. bbox=[1368, 1545, 1582, 1571]
paragraph: δια της βίας της μεγάλης τάξεως. Αί μάζαι εγκατέλειψαν τον Κερένσκυ και αγκάλιασαν το σύνθημα: Όλη η εξουσία εις τα Σοβιέτ. bbox=[863, 423, 1111, 462]
book-item bbox=[368, 1563, 576, 1575]
agon-title: Ο ΕΡΓΑΤΙΚΟΣ ΑΓΩΝ bbox=[1131, 1077, 1348, 1102]
agon-body: ΕΡΓΑΤΑΙ, για τους ιδίους λόγους που ο Ριζοσπάστης εκδίδει το φύλλο του, ο Εργατικός Αγών αναγκάζεται να κυκλοφορήση εφεξής. Τιμή φύλλου 10 λεπτά. Συνδρομαί δεκτές εις τα γραφεία της εφημερίδος. bbox=[1128, 1105, 1351, 1184]
paragraph: οί ανεξάρτητοι επεδίωκον κάθε ημέραν θέσιν του. Ταυτοχρόνως η επανάστασις ευρέθη άνευ ηγετών αξίων της στιγμής του προσανατολισμού της. bbox=[363, 172, 581, 224]
section-divider bbox=[1120, 1426, 1359, 1428]
column-2 bbox=[590, 90, 1120, 2192]
book-item bbox=[368, 1551, 576, 1563]
paragraph: Η επανάστασις του Οκτωβρίου 1917 επέτυχε την μετάβασιν της εξουσίας εις τα χέρια των εργατών, αλλά η οικονομική κατάστασις της χώρας ήτο τρομερή. bbox=[1128, 245, 1351, 297]
